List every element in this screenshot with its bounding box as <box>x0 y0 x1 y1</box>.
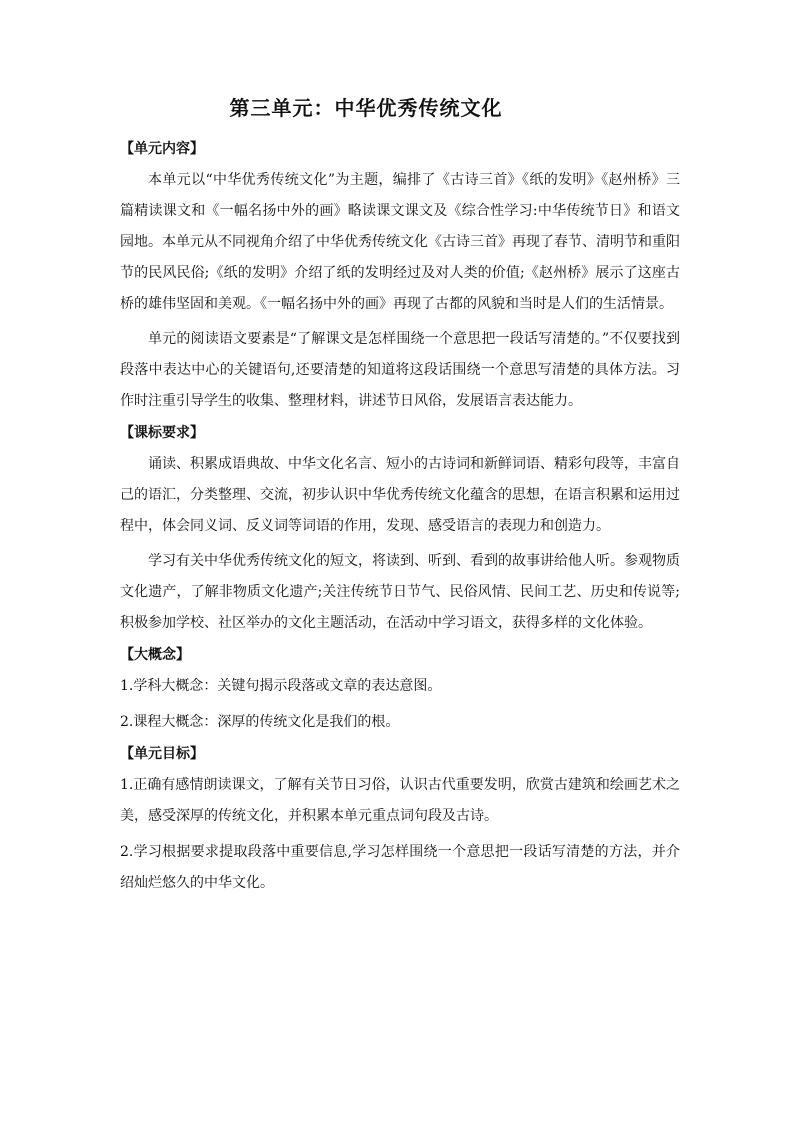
document-body <box>120 133 680 899</box>
paragraph: 学习有关中华优秀传统文化的短文，将读到、听到、看到的故事讲给他人听。参观物质文化遗产，了解非物质文化遗产;关注传统节日节气、民俗风情、民间工艺、历史和传说等;积极参加学校、社区举办的文化主题活动，在活动中学习语文，获得多样的文化体验。 <box>120 553 680 631</box>
section-heading-unit-goals: 【单元目标】 <box>120 746 204 762</box>
paragraph: 诵读、积累成语典故、中华文化名言、短小的古诗词和新鲜词语、精彩句段等，丰富自己的语汇，分类整理、交流，初步认识中华优秀传统文化蕴含的思想，在语言积累和运用过程中，体会同义词、反义词等词语的作用，发现、感受语言的表现力和创造力。 <box>120 456 680 534</box>
section-heading-curriculum-standards: 【课标要求】 <box>120 425 204 441</box>
paragraph: 单元的阅读语文要素是“了解课文是怎样围绕一个意思把一段话写清楚的。”不仅要找到段落中表达中心的关键语句,还要清楚的知道将这段话围绕一个意思写清楚的具体方法。习作时注重引导学生的收集、整理材料，讲述节日风俗，发展语言表达能力。 <box>120 331 680 409</box>
document-title: 第三单元：中华优秀传统文化 <box>229 96 503 120</box>
list-item: 2.课程大概念：深厚的传统文化是我们的根。 <box>120 714 400 730</box>
section-heading-big-concepts: 【大概念】 <box>120 647 190 663</box>
list-item: 1.学科大概念：关键句揭示段落或文章的表达意图。 <box>120 678 442 694</box>
paragraph: 本单元以“中华优秀传统文化”为主题，编排了《古诗三首》《纸的发明》《赵州桥》三篇精读课文和《一幅名扬中外的画》略读课文课文及《综合性学习:中华传统节日》和语文园地。本单元从不同视角介绍了中华优秀传统文化《古诗三首》再现了春节、清明节和重阳节的民风民俗;《纸的发明》介绍了纸的发明经过及对人类的价值;《赵州桥》展示了这座古桥的雄伟坚固和美观。《一幅名扬中外的画》再现了古都的风貌和当时是人们的生活情景。 <box>120 172 680 312</box>
section-heading-unit-content: 【单元内容】 <box>120 141 204 157</box>
list-item: 2.学习根据要求提取段落中重要信息,学习怎样围绕一个意思把一段话写清楚的方法，并介绍灿烂悠久的中华文化。 <box>120 844 680 891</box>
list-item: 1.正确有感情朗读课文，了解有关节日习俗，认识古代重要发明，欣赏古建筑和绘画艺术之美，感受深厚的传统文化，并积累本单元重点词句段及古诗。 <box>120 777 680 824</box>
